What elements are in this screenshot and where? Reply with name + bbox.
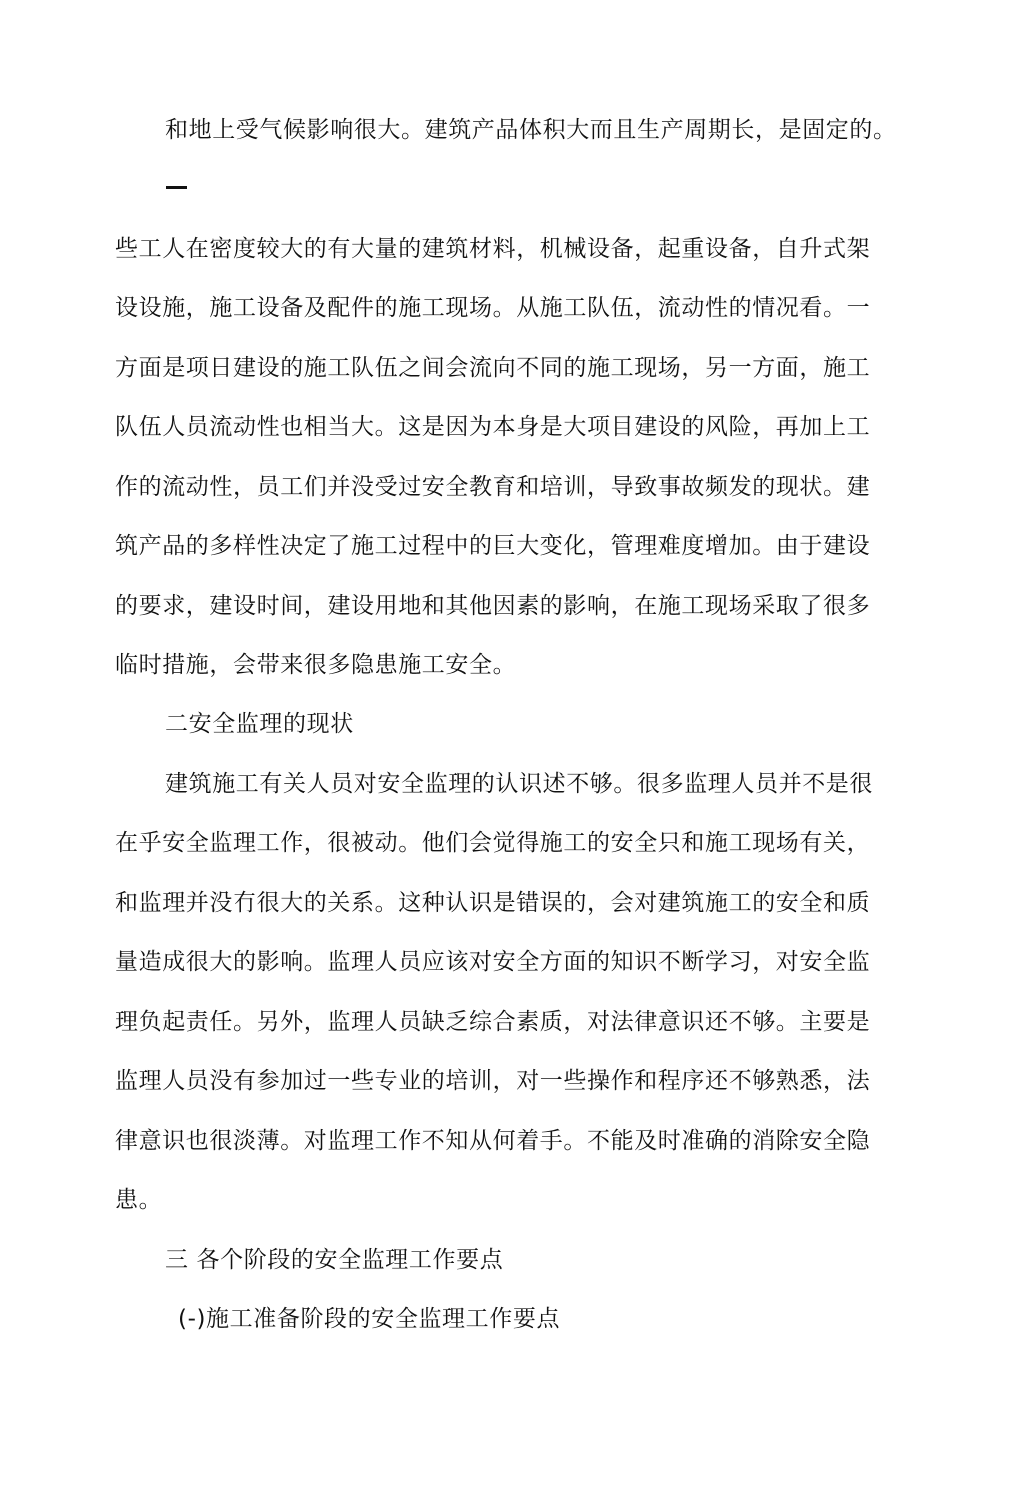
paragraph-line: 些工人在密度较大的有大量的建筑材料，机械设备，起重设备，自升式架: [115, 236, 871, 262]
paragraph-line: 作的流动性，员工们并没受过安全教育和培训，导致事故频发的现状。建: [115, 474, 871, 500]
paragraph-line: 监理人员没有参加过一些专业的培训，对一些操作和程序还不够熟悉，法: [115, 1068, 871, 1094]
paragraph-line: 设设施，施工设备及配件的施工现场。从施工队伍，流动性的情况看。一: [115, 295, 871, 321]
dash-mark: [166, 186, 187, 189]
paragraph-line: 患。: [115, 1187, 163, 1213]
paragraph-line: 临时措施，会带来很多隐患施工安全。: [115, 652, 517, 678]
paragraph-line: 理负起责任。另外，监理人员缺乏综合素质，对法律意识还不够。主要是: [115, 1009, 871, 1035]
paragraph-line: 队伍人员流动性也相当大。这是因为本身是大项目建设的风险，再加上工: [115, 414, 871, 440]
paragraph-line: 方面是项日建设的施工队伍之间会流向不同的施工现场，另一方面，施工: [115, 355, 871, 381]
paragraph-line: 建筑施工有关人员对安全监理的认识述不够。很多监理人员并不是很: [165, 771, 873, 797]
paragraph-line: 的要求，建设时间，建设用地和其他因素的影响，在施工现场采取了很多: [115, 593, 871, 619]
paragraph-line: 筑产品的多样性决定了施工过程中的巨大变化，管理难度增加。由于建设: [115, 533, 871, 559]
paragraph-line: 在乎安全监理工作，很被动。他们会觉得施工的安全只和施工现场有关，: [115, 830, 871, 856]
section-heading: 三 各个阶段的安全监理工作要点: [165, 1247, 504, 1273]
paragraph-line: 律意识也很淡薄。对监理工作不知从何着手。不能及时准确的消除安全隐: [115, 1128, 871, 1154]
paragraph-line: 和地上受气候影响很大。建筑产品体积大而且生产周期长，是固定的。: [165, 117, 897, 143]
subsection-heading: (-)施工准备阶段的安全监理工作要点: [178, 1306, 561, 1332]
paragraph-line: 和监理并没冇很大的关系。这种认识是错误的，会对建筑施工的安全和质: [115, 890, 871, 916]
section-heading: 二安全监理的现状: [165, 711, 354, 737]
paragraph-line: 量造成很大的影响。监理人员应该对安全方面的知识不断学习，对安全监: [115, 949, 871, 975]
